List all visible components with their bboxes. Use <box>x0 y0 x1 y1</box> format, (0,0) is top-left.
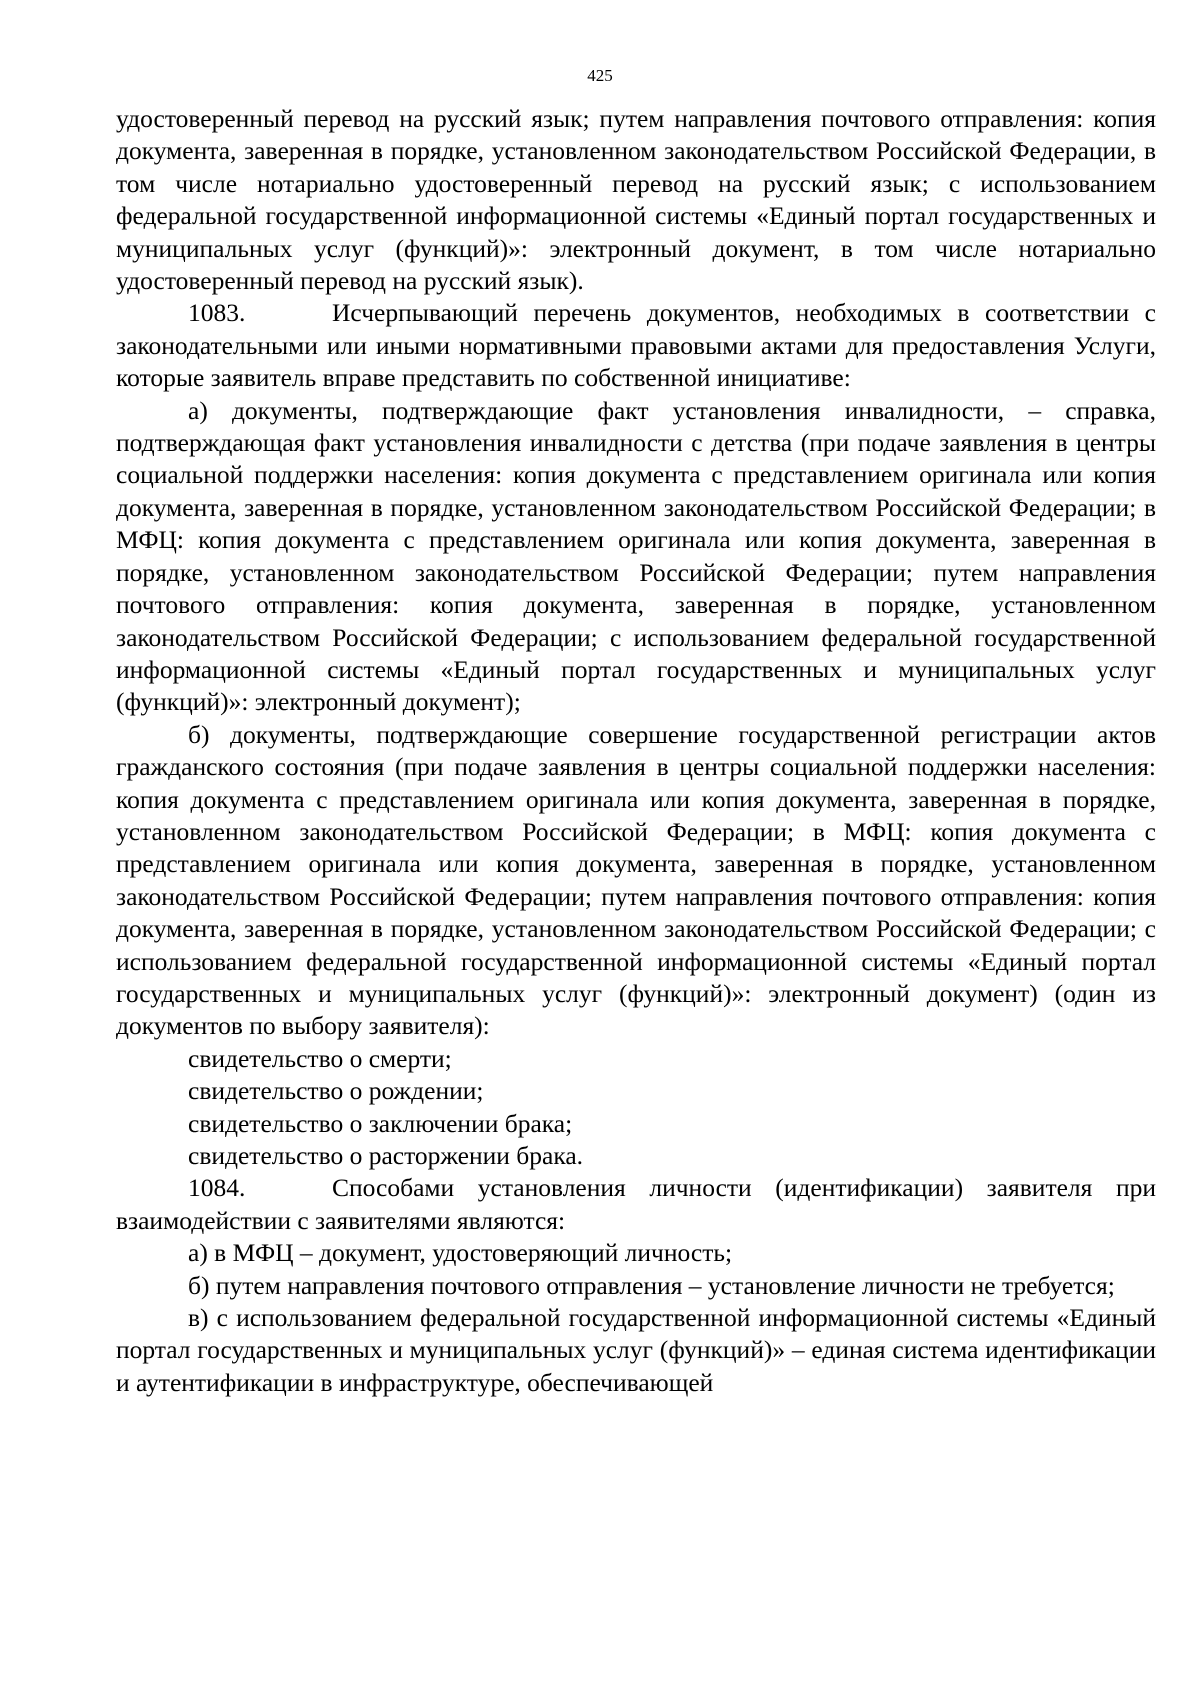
list-item-birth-certificate: свидетельство о рождении; <box>188 1076 484 1106</box>
clause-text: Способами установления личности (идентификации) заявителя при взаимодействии с заявителями являются: <box>116 1173 1156 1235</box>
list-item-divorce-certificate: свидетельство о расторжении брака. <box>188 1141 584 1170</box>
document-body <box>116 103 1156 1399</box>
list-item-marriage-certificate: свидетельство о заключении брака; <box>188 1108 573 1138</box>
paragraph-item-a-mfc: а) в МФЦ – документ, удостоверяющий личность; <box>188 1238 733 1268</box>
paragraph-item-v-portal: в) с использованием федеральной государственной информационной системы «Единый портал государственных и муниципальных услуг (функций)» – единая система идентификации и аутентификации в инфраструктуре, обеспечивающей <box>116 1303 1156 1397</box>
paragraph-item-b-post: б) путем направления почтового отправления – установление личности не требуется; <box>188 1270 1115 1300</box>
paragraph-item-a: а) документы, подтверждающие факт установления инвалидности, – справка, подтверждающая факт установления инвалидности с детства (при подаче заявления в центры социальной поддержки населения: копия документа с представлением оригинала или копия документа, заверенная в порядке, установленном законодательством Российской Федерации; в МФЦ: копия документа с представлением оригинала или копия документа, заверенная в порядке, установленном законодательством Российской Федерации; путем направления почтового отправления: копия документа, заверенная в порядке, установленном законодательством Российской Федерации; с использованием федеральной государственной информационной системы «Единый портал государственных и муниципальных услуг (функций)»: электронный документ); <box>116 395 1156 717</box>
paragraph-1084 <box>116 1172 1156 1237</box>
paragraph-item-b: б) документы, подтверждающие совершение государственной регистрации актов гражданского состояния (при подаче заявления в центры социальной поддержки населения: копия документа с представлением оригинала или копия документа, заверенная в порядке, установленном законодательством Российской Федерации; в МФЦ: копия документа с представлением оригинала или копия документа, заверенная в порядке, установленном законодательством Российской Федерации; путем направления почтового отправления: копия документа, заверенная в порядке, установленном законодательством Российской Федерации; с использованием федеральной государственной информационной системы «Единый портал государственных и муниципальных услуг (функций)»: электронный документ) (один из документов по выбору заявителя): <box>116 719 1156 1041</box>
clause-text: Исчерпывающий перечень документов, необходимых в соответствии с законодательными или иными нормативными правовыми актами для предоставления Услуги, которые заявитель вправе представить по собственной инициативе: <box>116 298 1156 393</box>
list-item-death-certificate: свидетельство о смерти; <box>188 1043 452 1073</box>
clause-number: 1083. <box>188 298 246 328</box>
clause-number: 1084. <box>188 1173 246 1203</box>
paragraph-1083 <box>116 297 1156 394</box>
paragraph-continuation: удостоверенный перевод на русский язык; путем направления почтового отправления: копия документа, заверенная в порядке, установленном законодательством Российской Федерации, в том числе нотариально удостоверенный перевод на русский язык; с использованием федеральной государственной информационной системы «Единый портал государственных и муниципальных услуг (функций)»: электронный документ, в том числе нотариально удостоверенный перевод на русский язык). <box>116 104 1156 296</box>
page-number: 425 <box>587 66 613 85</box>
